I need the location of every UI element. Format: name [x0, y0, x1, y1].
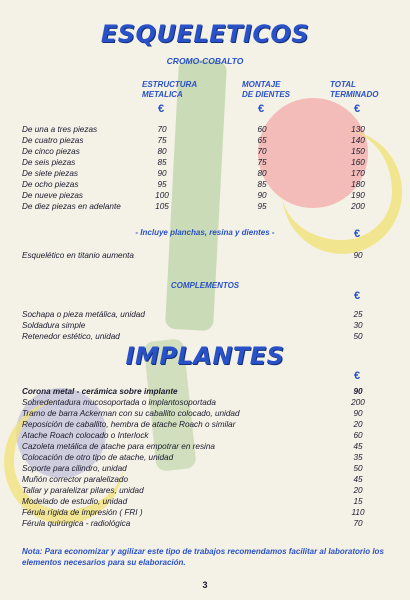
table-row: De cinco piezas 80 70 150 [22, 147, 365, 156]
section-subtitle: CROMO-COBALTO [166, 56, 244, 66]
table-row: De una a tres piezas 70 60 130 [22, 125, 365, 134]
table-row: De diez piezas en adelante 105 95 200 [22, 202, 365, 211]
currency-symbol: € [354, 103, 361, 115]
column-header-montaje: MONTAJE DE DIENTES [242, 80, 291, 99]
table-row: De seis piezas 85 75 160 [22, 158, 365, 167]
column-header-estructura: ESTRUCTURA METALICA [142, 80, 198, 99]
list-item: Reposición de caballito, hembra de atache Roach o similar 20 [22, 420, 363, 429]
table-row: De cuatro piezas 75 65 140 [22, 136, 365, 145]
list-item: Atache Roach colocado o Interlock 60 [22, 431, 363, 440]
list-item: Muñón corrector paralelizado 45 [22, 475, 363, 484]
currency-symbol: € [354, 370, 361, 382]
complementos-heading: COMPLEMENTOS [170, 281, 240, 290]
list-item: Férula quirúrgica - radiológica 70 [22, 519, 363, 528]
list-item: Tramo de barra Ackerman con su caballito colocado, unidad 90 [22, 409, 363, 418]
section-title-implantes: IMPLANTES [125, 342, 285, 370]
list-item: Férula rígida de impresión ( FRI ) 110 [22, 508, 365, 517]
list-item: Colocación de otro tipo de atache, unidad 35 [22, 453, 363, 462]
list-item: Corona metal - cerámica sobre implante 90 [22, 387, 363, 396]
list-item: Sochapa o pieza metálica, unidad 25 [22, 310, 363, 319]
list-item: Esquelético en titanio aumenta 90 [22, 251, 363, 260]
includes-note: - Incluye planchas, resina y dientes - [135, 228, 275, 237]
table-row: De nueve piezas 100 90 190 [22, 191, 365, 200]
footer-note: Nota: Para economizar y agilizar este tipo de trabajos recomendamos facilitar al laboratorio los elementos necesarios para su elaboración. [22, 547, 384, 567]
column-header-total: TOTAL TERMINADO [330, 80, 379, 99]
list-item: Tallar y paralelizar pilares, unidad 20 [22, 486, 363, 495]
currency-symbol: € [258, 103, 265, 115]
list-item: Modelado de estudio, unidad 15 [22, 497, 363, 506]
table-row: De siete piezas 90 80 170 [22, 169, 365, 178]
list-item: Sobredentadura mucosoportada o implantosoportada 200 [22, 398, 365, 407]
section-title-esqueleticos: ESQUELETICOS [100, 20, 310, 48]
list-item: Soporte para cilindro, unidad 50 [22, 464, 363, 473]
list-item: Retenedor estético, unidad 50 [22, 332, 363, 341]
page-number: 3 [202, 580, 208, 590]
table-row: De ocho piezas 95 85 180 [22, 180, 365, 189]
list-item: Cazoleta metálica de atache para empotrar en resina 45 [22, 442, 363, 451]
currency-symbol: € [354, 290, 361, 302]
currency-symbol: € [158, 103, 165, 115]
list-item: Soldadura simple 30 [22, 321, 363, 330]
currency-symbol: € [354, 228, 361, 240]
